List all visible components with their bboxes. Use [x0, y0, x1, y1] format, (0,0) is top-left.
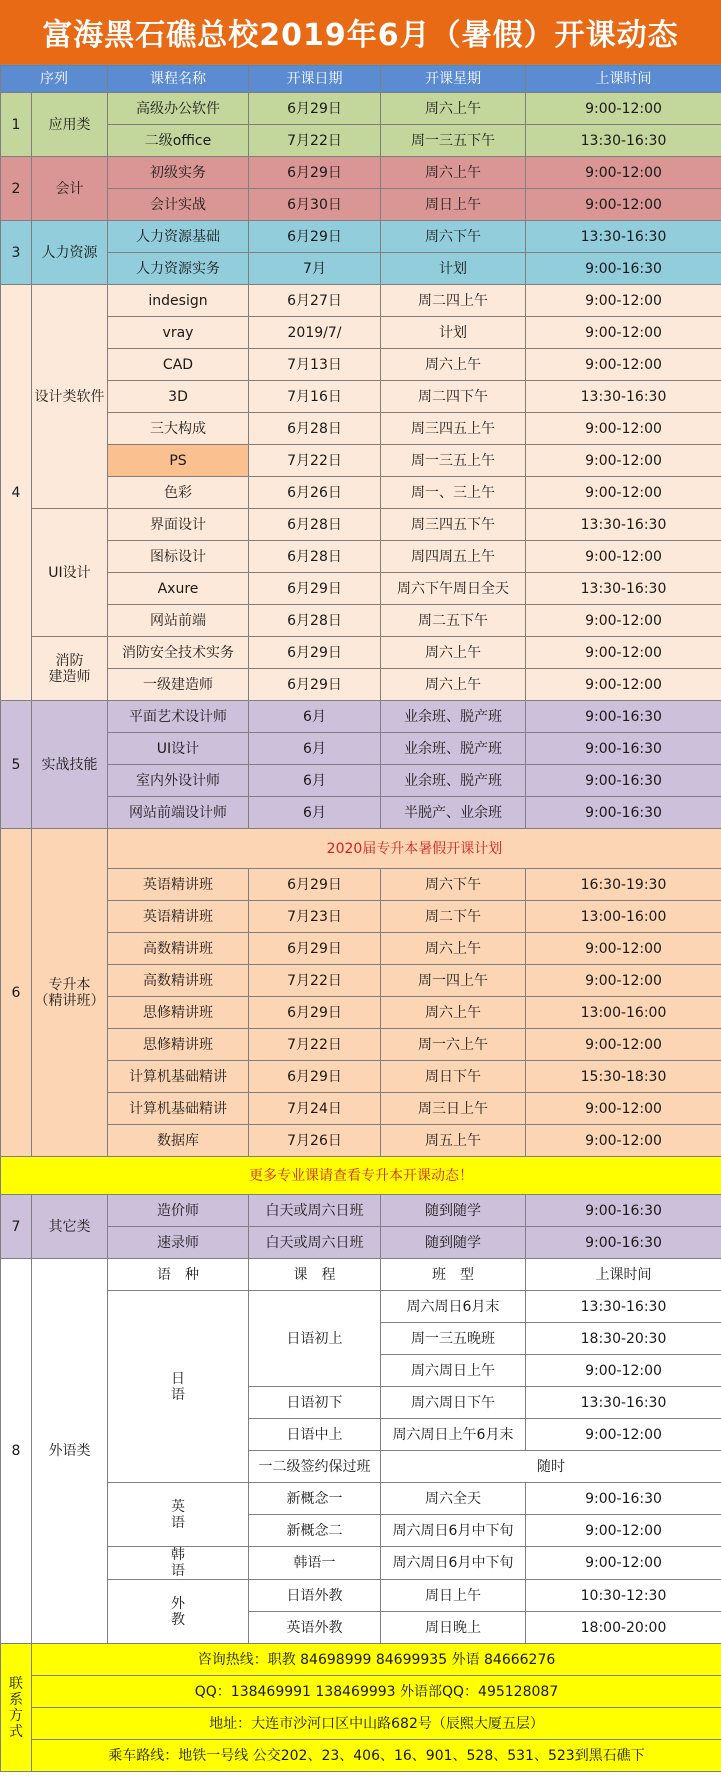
category-label-part: （精讲班）	[34, 992, 105, 1009]
schedule-table	[0, 65, 721, 1772]
class-time: 9:00-12:00	[526, 189, 721, 221]
weekday: 周三四五下午	[381, 509, 526, 541]
class-time: 13:30-16:30	[526, 1387, 721, 1419]
start-date: 7月24日	[249, 1093, 381, 1125]
course-name: 高级办公软件	[108, 93, 249, 125]
course-name: 初级实务	[108, 157, 249, 189]
weekday: 周六上午	[381, 93, 526, 125]
category-label: 其它类	[32, 1195, 108, 1259]
table-row	[1, 1029, 721, 1061]
course-name: 室内外设计师	[108, 765, 249, 797]
group-number: 6	[1, 829, 32, 1157]
class-type: 周六周日6月中下旬	[381, 1547, 526, 1580]
class-time: 9:00-12:00	[526, 285, 721, 317]
sub-header-time: 上课时间	[526, 1259, 721, 1291]
class-type: 周六周日6月末	[381, 1291, 526, 1323]
category-label-part: 建造师	[48, 668, 91, 685]
course-name: UI设计	[108, 733, 249, 765]
course-name: 日语初下	[249, 1387, 381, 1419]
category-label: 设计类软件	[32, 285, 108, 509]
class-time: 18:30-20:30	[526, 1323, 721, 1355]
weekday: 周六上午	[381, 157, 526, 189]
group-number: 4	[1, 285, 32, 701]
language-korean	[108, 1547, 249, 1580]
course-name: 平面艺术设计师	[108, 701, 249, 733]
class-time: 13:30-16:30	[526, 221, 721, 253]
class-time: 13:30-16:30	[526, 125, 721, 157]
table-row	[1, 573, 721, 605]
course-name: 3D	[108, 381, 249, 413]
course-name: 日语外教	[249, 1580, 381, 1612]
start-date: 6月28日	[249, 509, 381, 541]
class-time: 18:00-20:00	[526, 1612, 721, 1644]
table-row	[1, 509, 721, 541]
start-date: 6月29日	[249, 637, 381, 669]
sub-header-language: 语 种	[108, 1259, 249, 1291]
start-date: 6月29日	[249, 221, 381, 253]
col-header-time: 上课时间	[526, 66, 721, 93]
weekday: 半脱产、业余班	[381, 797, 526, 829]
class-time: 9:00-16:30	[526, 1195, 721, 1227]
contact-label	[1, 1644, 32, 1772]
class-type: 周六周日6月中下旬	[381, 1515, 526, 1547]
class-time: 9:00-16:30	[526, 765, 721, 797]
course-name: 英语精讲班	[108, 901, 249, 933]
category-label	[32, 637, 108, 701]
course-name: vray	[108, 317, 249, 349]
start-date: 2019/7/	[249, 317, 381, 349]
language-foreign-part: 外	[171, 1595, 185, 1612]
weekday: 计划	[381, 253, 526, 285]
table-row	[1, 349, 721, 381]
table-row	[1, 413, 721, 445]
course-name: 计算机基础精讲	[108, 1061, 249, 1093]
class-time: 9:00-12:00	[526, 477, 721, 509]
class-time: 9:00-12:00	[526, 1419, 721, 1451]
weekday: 周日下午	[381, 1061, 526, 1093]
class-time: 9:00-12:00	[526, 1093, 721, 1125]
table-row	[1, 1227, 721, 1259]
class-time: 9:00-12:00	[526, 637, 721, 669]
contact-label-part: 联	[9, 1675, 23, 1692]
table-row	[1, 221, 721, 253]
start-date: 7月16日	[249, 381, 381, 413]
class-time: 9:00-12:00	[526, 669, 721, 701]
class-time: 9:00-12:00	[526, 317, 721, 349]
class-type: 周日上午	[381, 1580, 526, 1612]
weekday: 周六上午	[381, 669, 526, 701]
weekday: 计划	[381, 317, 526, 349]
category-label: 会计	[32, 157, 108, 221]
class-time: 9:00-12:00	[526, 965, 721, 997]
class-time: 9:00-12:00	[526, 541, 721, 573]
start-date: 6月28日	[249, 605, 381, 637]
class-time: 13:00-16:00	[526, 901, 721, 933]
class-time: 9:00-12:00	[526, 1029, 721, 1061]
weekday: 周二五下午	[381, 605, 526, 637]
table-row	[1, 157, 721, 189]
course-name: 造价师	[108, 1195, 249, 1227]
weekday: 周一、三上午	[381, 477, 526, 509]
weekday: 业余班、脱产班	[381, 765, 526, 797]
course-name: 英语精讲班	[108, 869, 249, 901]
weekday: 周五上午	[381, 1125, 526, 1157]
course-name: 一级建造师	[108, 669, 249, 701]
class-type: 周六周日上午6月末	[381, 1419, 526, 1451]
category-label-part: 消防	[55, 652, 84, 669]
table-row	[1, 1291, 721, 1323]
category-label: 外语类	[32, 1259, 108, 1644]
table-row	[1, 1644, 721, 1676]
language-japanese-part: 语	[171, 1386, 185, 1403]
course-name: Axure	[108, 573, 249, 605]
table-row	[1, 1259, 721, 1291]
start-date: 6月	[249, 797, 381, 829]
start-date: 6月27日	[249, 285, 381, 317]
table-row	[1, 253, 721, 285]
weekday: 周六上午	[381, 933, 526, 965]
start-date: 7月22日	[249, 445, 381, 477]
plan-title: 2020届专升本暑假开课计划	[108, 829, 721, 869]
contact-line: 地址：大连市沙河口区中山路682号（辰熙大厦五层）	[32, 1708, 721, 1740]
group-number: 8	[1, 1259, 32, 1644]
weekday: 周六上午	[381, 637, 526, 669]
group-number: 3	[1, 221, 32, 285]
class-time: 9:00-12:00	[526, 933, 721, 965]
language-english-part: 英	[171, 1498, 185, 1515]
course-name: 数据库	[108, 1125, 249, 1157]
table-row	[1, 541, 721, 573]
class-time: 9:00-16:30	[526, 701, 721, 733]
weekday: 周一六上午	[381, 1029, 526, 1061]
course-name: 一二级签约保过班	[249, 1451, 381, 1483]
start-date: 6月29日	[249, 93, 381, 125]
start-date: 6月28日	[249, 541, 381, 573]
class-time: 13:30-16:30	[526, 509, 721, 541]
start-date: 6月29日	[249, 933, 381, 965]
table-row	[1, 285, 721, 317]
weekday: 随到随学	[381, 1227, 526, 1259]
course-name: 人力资源基础	[108, 221, 249, 253]
col-header-date: 开课日期	[249, 66, 381, 93]
table-row	[1, 1547, 721, 1580]
sub-header-class-type: 班 型	[381, 1259, 526, 1291]
start-date: 6月29日	[249, 157, 381, 189]
table-row	[1, 381, 721, 413]
class-time: 9:00-12:00	[526, 445, 721, 477]
table-row	[1, 1157, 721, 1195]
table-row	[1, 1195, 721, 1227]
weekday: 业余班、脱产班	[381, 733, 526, 765]
col-header-course: 课程名称	[108, 66, 249, 93]
weekday: 周二下午	[381, 901, 526, 933]
start-date: 6月28日	[249, 413, 381, 445]
weekday: 周三日上午	[381, 1093, 526, 1125]
class-time: 9:00-12:00	[526, 349, 721, 381]
course-name: 人力资源实务	[108, 253, 249, 285]
table-row	[1, 125, 721, 157]
class-time: 9:00-12:00	[526, 157, 721, 189]
col-header-seq: 序列	[1, 66, 108, 93]
table-row	[1, 765, 721, 797]
contact-line: 乘车路线：地铁一号线 公交202、23、406、16、901、528、531、523到黑石礁下	[32, 1740, 721, 1772]
course-name: 高数精讲班	[108, 933, 249, 965]
start-date: 6月29日	[249, 869, 381, 901]
table-row	[1, 829, 721, 869]
language-japanese-part: 日	[171, 1370, 185, 1387]
table-row	[1, 669, 721, 701]
weekday: 业余班、脱产班	[381, 701, 526, 733]
class-time: 13:30-16:30	[526, 573, 721, 605]
notice-banner: 更多专业课请查看专升本开课动态！	[1, 1157, 721, 1195]
table-row	[1, 1580, 721, 1612]
weekday: 周六下午	[381, 869, 526, 901]
course-name: 新概念二	[249, 1515, 381, 1547]
weekday: 周一三五上午	[381, 445, 526, 477]
start-date: 7月26日	[249, 1125, 381, 1157]
page-title: 富海黑石礁总校2019年6月（暑假）开课动态	[0, 0, 721, 65]
course-name: CAD	[108, 349, 249, 381]
table-row	[1, 189, 721, 221]
contact-label-part: 系	[9, 1691, 23, 1708]
weekday: 周四周五上午	[381, 541, 526, 573]
class-time: 15:30-18:30	[526, 1061, 721, 1093]
course-name: indesign	[108, 285, 249, 317]
weekday: 随到随学	[381, 1195, 526, 1227]
table-row	[1, 1676, 721, 1708]
contact-label-part: 式	[9, 1723, 23, 1740]
weekday: 周三四五上午	[381, 413, 526, 445]
start-date: 7月13日	[249, 349, 381, 381]
table-row	[1, 317, 721, 349]
table-row	[1, 901, 721, 933]
language-korean-part: 语	[171, 1563, 185, 1579]
start-date: 白天或周六日班	[249, 1195, 381, 1227]
weekday: 周六下午周日全天	[381, 573, 526, 605]
course-name: 新概念一	[249, 1483, 381, 1515]
course-name: 色彩	[108, 477, 249, 509]
table-row	[1, 637, 721, 669]
course-name: 日语初上	[249, 1291, 381, 1387]
course-name: 会计实战	[108, 189, 249, 221]
start-date: 6月30日	[249, 189, 381, 221]
weekday: 周一三五下午	[381, 125, 526, 157]
language-foreign-part: 教	[171, 1611, 185, 1628]
class-type: 随时	[381, 1451, 721, 1483]
class-time: 9:00-16:30	[526, 253, 721, 285]
start-date: 6月26日	[249, 477, 381, 509]
class-time: 9:00-12:00	[526, 93, 721, 125]
start-date: 6月29日	[249, 997, 381, 1029]
class-type: 周六周日下午	[381, 1387, 526, 1419]
weekday: 周六上午	[381, 349, 526, 381]
class-time: 10:30-12:30	[526, 1580, 721, 1612]
contact-label-part: 方	[9, 1707, 23, 1724]
contact-line: 咨询热线：职教 84698999 84699935 外语 84666276	[32, 1644, 721, 1676]
category-label	[32, 829, 108, 1157]
course-name: 网站前端	[108, 605, 249, 637]
weekday: 周六上午	[381, 997, 526, 1029]
weekday: 周日上午	[381, 189, 526, 221]
start-date: 7月22日	[249, 1029, 381, 1061]
category-label: 应用类	[32, 93, 108, 157]
category-label: UI设计	[32, 509, 108, 637]
table-row	[1, 733, 721, 765]
course-name: 计算机基础精讲	[108, 1093, 249, 1125]
start-date: 6月	[249, 701, 381, 733]
course-name: 思修精讲班	[108, 1029, 249, 1061]
language-japanese	[108, 1291, 249, 1483]
start-date: 6月	[249, 765, 381, 797]
course-name: 日语中上	[249, 1419, 381, 1451]
weekday: 周一四上午	[381, 965, 526, 997]
language-korean-part: 韩	[171, 1547, 185, 1563]
course-name: 高数精讲班	[108, 965, 249, 997]
course-name: 图标设计	[108, 541, 249, 573]
course-name: 三大构成	[108, 413, 249, 445]
group-number: 5	[1, 701, 32, 829]
table-row	[1, 701, 721, 733]
class-time: 9:00-16:30	[526, 1483, 721, 1515]
course-name: 韩语一	[249, 1547, 381, 1580]
start-date: 6月29日	[249, 1061, 381, 1093]
start-date: 6月29日	[249, 573, 381, 605]
start-date: 7月22日	[249, 125, 381, 157]
start-date: 7月22日	[249, 965, 381, 997]
contact-line: QQ：138469991 138469993 外语部QQ：495128087	[32, 1676, 721, 1708]
start-date: 6月	[249, 733, 381, 765]
class-time: 9:00-12:00	[526, 605, 721, 637]
table-row	[1, 605, 721, 637]
start-date: 白天或周六日班	[249, 1227, 381, 1259]
start-date: 7月23日	[249, 901, 381, 933]
class-time: 13:30-16:30	[526, 381, 721, 413]
category-label-part: 专升本	[48, 976, 91, 993]
class-type: 周一三五晚班	[381, 1323, 526, 1355]
course-name: 网站前端设计师	[108, 797, 249, 829]
course-name: 思修精讲班	[108, 997, 249, 1029]
course-name: 界面设计	[108, 509, 249, 541]
weekday: 周六下午	[381, 221, 526, 253]
table-row	[1, 93, 721, 125]
group-number: 7	[1, 1195, 32, 1259]
table-row	[1, 1093, 721, 1125]
class-type: 周六全天	[381, 1483, 526, 1515]
language-english	[108, 1483, 249, 1547]
course-name: PS	[108, 445, 249, 477]
class-time: 9:00-16:30	[526, 733, 721, 765]
group-number: 2	[1, 157, 32, 221]
category-label: 实战技能	[32, 701, 108, 829]
table-row	[1, 1740, 721, 1772]
table-row	[1, 477, 721, 509]
course-name: 消防安全技术实务	[108, 637, 249, 669]
course-name: 二级office	[108, 125, 249, 157]
start-date: 6月29日	[249, 669, 381, 701]
class-time: 13:30-16:30	[526, 1291, 721, 1323]
class-time: 9:00-12:00	[526, 1515, 721, 1547]
table-row	[1, 997, 721, 1029]
class-time: 9:00-16:30	[526, 797, 721, 829]
col-header-weekday: 开课星期	[381, 66, 526, 93]
table-row	[1, 445, 721, 477]
weekday: 周二四上午	[381, 285, 526, 317]
course-name: 英语外教	[249, 1612, 381, 1644]
course-name: 速录师	[108, 1227, 249, 1259]
class-time: 9:00-12:00	[526, 1125, 721, 1157]
table-row	[1, 1708, 721, 1740]
class-type: 周六周日上午	[381, 1355, 526, 1387]
class-time: 9:00-16:30	[526, 1227, 721, 1259]
table-row	[1, 797, 721, 829]
weekday: 周二四下午	[381, 381, 526, 413]
start-date: 7月	[249, 253, 381, 285]
table-row	[1, 1125, 721, 1157]
table-row	[1, 1061, 721, 1093]
sub-header-course: 课 程	[249, 1259, 381, 1291]
table-row	[1, 933, 721, 965]
class-time: 9:00-12:00	[526, 1547, 721, 1580]
class-time: 16:30-19:30	[526, 869, 721, 901]
category-label: 人力资源	[32, 221, 108, 285]
class-type: 周日晚上	[381, 1612, 526, 1644]
class-time: 9:00-12:00	[526, 1355, 721, 1387]
table-row	[1, 965, 721, 997]
language-english-part: 语	[171, 1514, 185, 1531]
group-number: 1	[1, 93, 32, 157]
class-time: 13:00-16:00	[526, 997, 721, 1029]
class-time: 9:00-12:00	[526, 413, 721, 445]
language-foreign	[108, 1580, 249, 1644]
table-row	[1, 869, 721, 901]
header-row	[1, 66, 721, 93]
table-row	[1, 1483, 721, 1515]
